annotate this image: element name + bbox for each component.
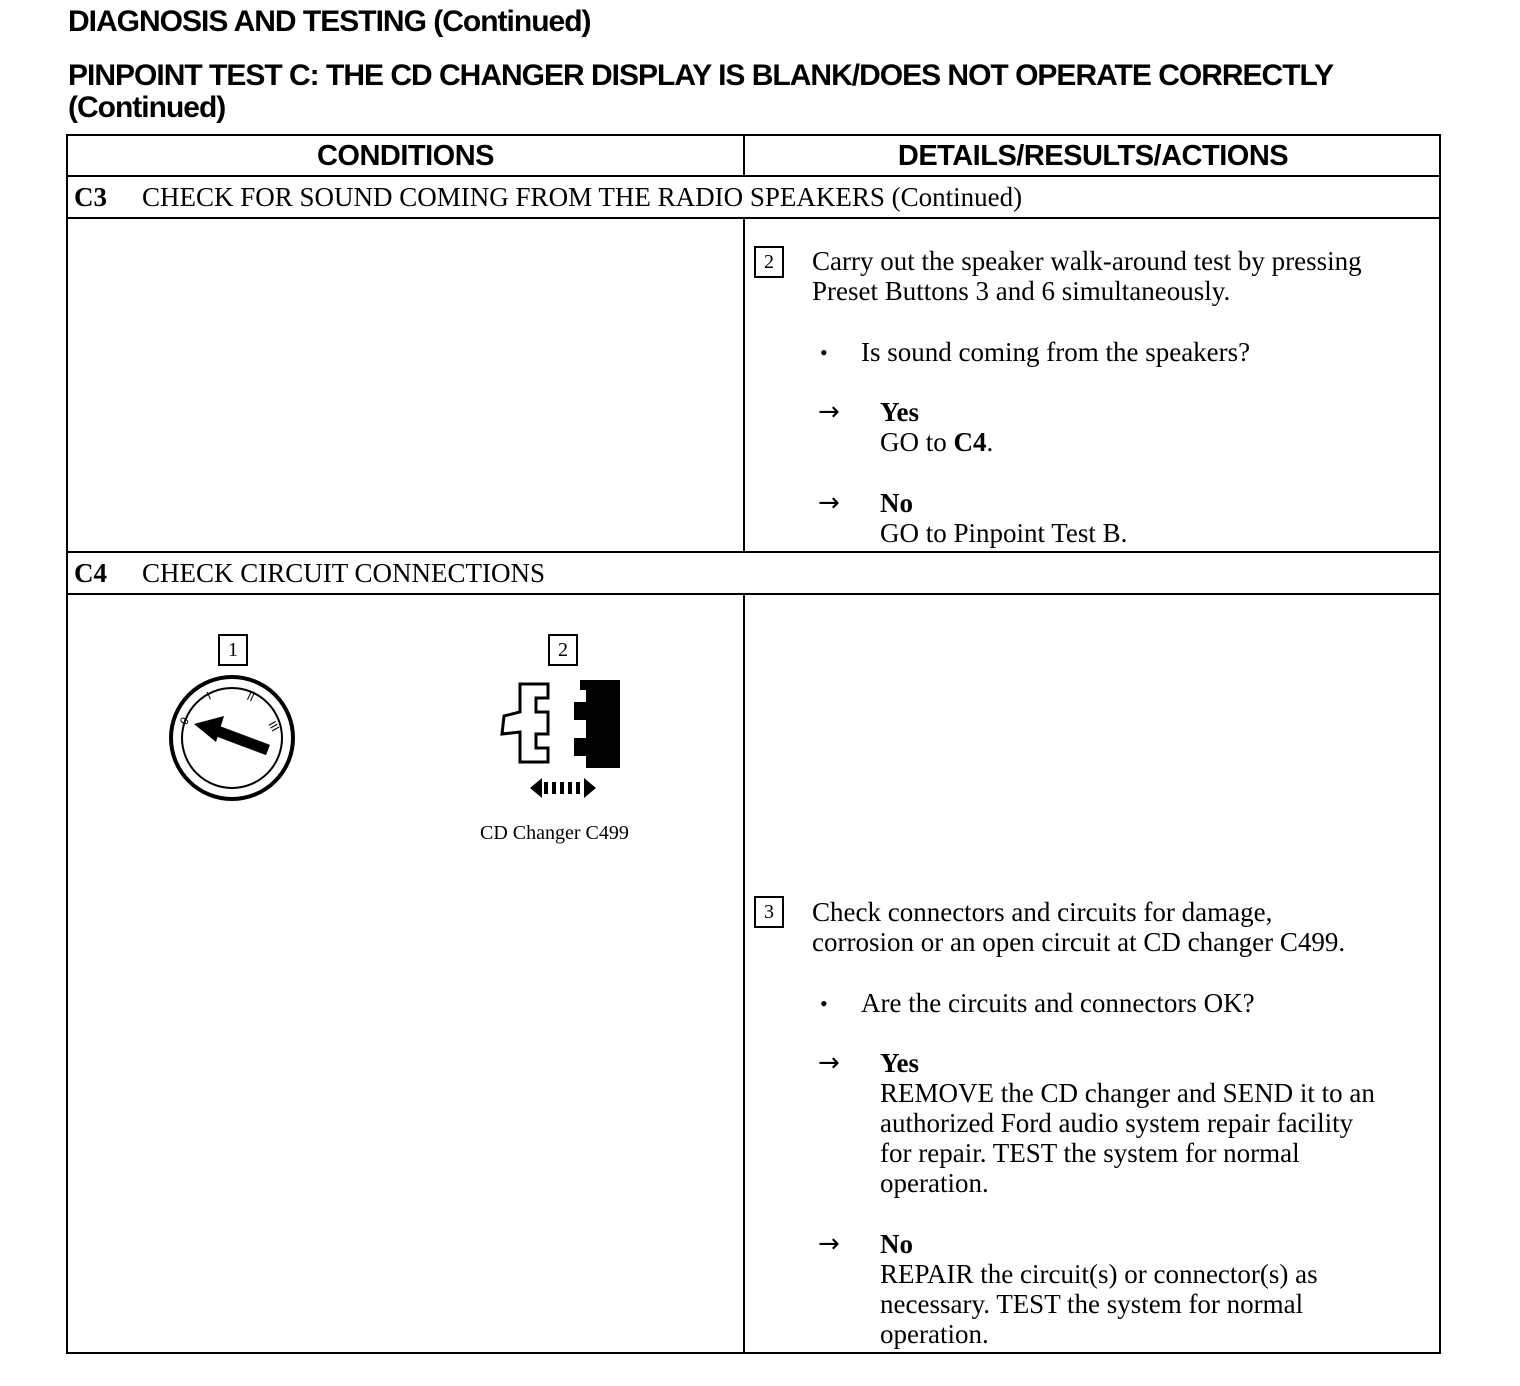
ignition-label-start: III [265, 719, 282, 734]
question: Are the circuits and connectors OK? [861, 988, 1255, 1018]
test-table [66, 134, 1441, 1354]
step-number-box: 2 [754, 246, 784, 278]
connector-icon [492, 676, 632, 806]
result-action-line: operation. [880, 1168, 989, 1198]
ignition-switch-icon [164, 666, 304, 806]
result-action-line: REPAIR the circuit(s) or connector(s) as [880, 1259, 1318, 1289]
pinpoint-test-title-line2: (Continued) [68, 91, 226, 124]
result-no [880, 1229, 1318, 1349]
result-action: GO to [880, 427, 954, 457]
bullet: • [820, 991, 828, 1016]
step-instruction-line: Preset Buttons 3 and 6 simultaneously. [812, 276, 1231, 306]
divider [68, 593, 1439, 595]
result-label: Yes [880, 397, 919, 427]
ignition-label-off: 0 [177, 714, 193, 728]
ignition-label-run: II [244, 689, 257, 705]
result-action: GO to Pinpoint Test B. [880, 518, 1128, 548]
result-yes [880, 397, 993, 457]
divider [743, 594, 745, 1354]
step-instruction [812, 246, 1362, 306]
arrow-right-icon: → [818, 488, 840, 518]
step-number-box: 3 [754, 896, 784, 928]
result-action-line: authorized Ford audio system repair facility [880, 1108, 1354, 1138]
section-title: CHECK FOR SOUND COMING FROM THE RADIO SPEAKERS [142, 182, 885, 212]
figure-number-box: 2 [548, 634, 578, 666]
arrow-right-icon: → [818, 1048, 840, 1078]
result-action-line: operation. [880, 1319, 989, 1349]
section-title-suffix: (Continued) [884, 182, 1023, 212]
figure-caption: CD Changer C499 [480, 822, 629, 844]
section-title: CHECK CIRCUIT CONNECTIONS [142, 558, 546, 588]
step-instruction-line: corrosion or an open circuit at CD changer C499. [812, 927, 1346, 957]
result-no [880, 488, 1127, 548]
result-label: No [880, 1229, 913, 1259]
section-c3-header [74, 177, 1022, 217]
result-action-line: REMOVE the CD changer and SEND it to an [880, 1078, 1375, 1108]
arrow-right-icon: → [818, 1229, 840, 1259]
section-c4-header [74, 553, 545, 593]
result-label: Yes [880, 1048, 919, 1078]
step-instruction-line: Check connectors and circuits for damage, [812, 897, 1273, 927]
question: Is sound coming from the speakers? [861, 337, 1251, 367]
step-instruction-line: Carry out the speaker walk-around test by pressing [812, 246, 1362, 276]
result-label: No [880, 488, 913, 518]
bullet: • [820, 340, 828, 365]
section-number: C4 [74, 558, 107, 588]
page-title: DIAGNOSIS AND TESTING (Continued) [68, 5, 591, 38]
ignition-label-acc: I [204, 689, 214, 703]
section-number: C3 [74, 182, 107, 212]
column-header-conditions: CONDITIONS [316, 140, 495, 172]
result-action-line: necessary. TEST the system for normal [880, 1289, 1304, 1319]
divider [68, 217, 1439, 219]
result-reference: C4 [953, 427, 987, 457]
divider [743, 218, 745, 552]
step-instruction [812, 897, 1345, 957]
pinpoint-test-title [68, 60, 1333, 124]
column-header-details: DETAILS/RESULTS/ACTIONS [897, 140, 1289, 172]
pinpoint-test-title-line1: PINPOINT TEST C: THE CD CHANGER DISPLAY IS BLANK/DOES NOT OPERATE CORRECTLY [68, 59, 1334, 92]
result-action-tail: . [986, 427, 994, 457]
arrow-right-icon: → [818, 397, 840, 427]
figure-number-box: 1 [218, 634, 248, 666]
result-yes [880, 1048, 1375, 1198]
result-action-line: for repair. TEST the system for normal [880, 1138, 1300, 1168]
